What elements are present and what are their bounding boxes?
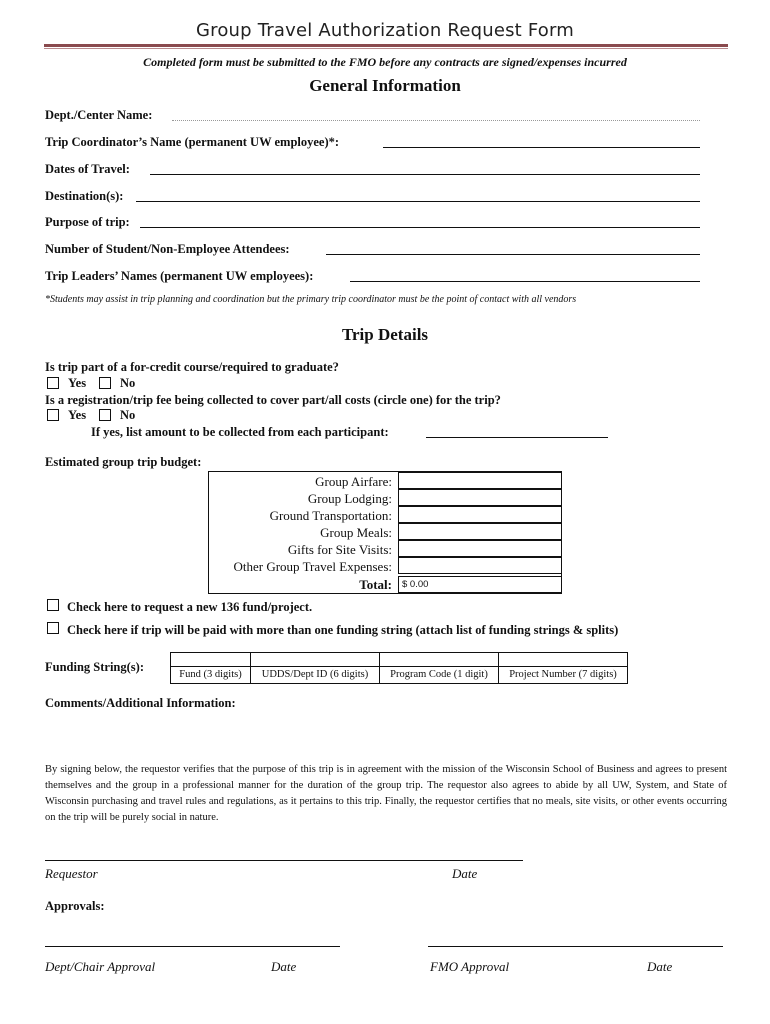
fund-field[interactable] (170, 652, 251, 684)
comments-area[interactable] (45, 714, 727, 754)
requestor-signature-line[interactable] (45, 860, 523, 861)
credit-no-checkbox[interactable] (99, 377, 111, 389)
title-rule (44, 44, 728, 47)
form-title: Group Travel Authorization Request Form (195, 20, 574, 41)
budget-row-label: Group Meals: (320, 525, 392, 540)
form-subtitle: Completed form must be submitted to the FMO before any contracts are signed/expenses incurred (143, 55, 627, 69)
fee-no-checkbox[interactable] (99, 409, 111, 421)
project-number-field[interactable] (498, 652, 628, 684)
udds-field[interactable] (250, 652, 380, 684)
fmo-date-label: Date (647, 959, 673, 974)
transportation-input[interactable] (398, 506, 562, 523)
title-rule-thin (44, 48, 728, 49)
budget-row-label: Ground Transportation: (269, 508, 392, 523)
new-fund-label: Check here to request a new 136 fund/project. (67, 600, 313, 614)
dates-label: Dates of Travel: (45, 162, 130, 176)
attendees-field[interactable] (326, 254, 700, 255)
fmo-signature-line[interactable] (428, 946, 723, 947)
credit-no-label: No (120, 376, 136, 390)
leaders-field[interactable] (350, 281, 700, 282)
project-number-caption: Project Number (7 digits) (499, 666, 627, 683)
multi-funding-label: Check here if trip will be paid with more than one funding string (attach list of funding strings & splits) (67, 623, 619, 637)
budget-row-label: Group Lodging: (307, 491, 392, 506)
coordinator-field[interactable] (383, 147, 700, 148)
dept-chair-signature-line[interactable] (45, 946, 340, 947)
budget-total-label: Total: (359, 577, 392, 592)
program-code-field[interactable] (379, 652, 499, 684)
general-info-heading: General Information (309, 76, 461, 95)
budget-row-label: Group Airfare: (315, 474, 392, 489)
purpose-label: Purpose of trip: (45, 215, 130, 229)
comments-label: Comments/Additional Information: (45, 696, 236, 710)
attendees-label: Number of Student/Non-Employee Attendees: (45, 242, 290, 256)
fmo-label: FMO Approval (430, 959, 510, 974)
leaders-label: Trip Leaders’ Names (permanent UW employees): (45, 269, 314, 283)
trip-details-heading: Trip Details (341, 325, 429, 344)
credit-yes-checkbox[interactable] (47, 377, 59, 389)
credit-question: Is trip part of a for-credit course/required to graduate? (45, 360, 339, 374)
multi-funding-checkbox[interactable] (47, 622, 59, 634)
other-expenses-input[interactable] (398, 557, 562, 574)
purpose-field[interactable] (140, 227, 700, 228)
dept-field[interactable] (172, 120, 700, 121)
dates-field[interactable] (150, 174, 700, 175)
program-code-caption: Program Code (1 digit) (380, 666, 498, 683)
lodging-input[interactable] (398, 489, 562, 506)
airfare-input[interactable] (398, 472, 562, 489)
amount-label: If yes, list amount to be collected from each participant: (91, 425, 389, 439)
requestor-date-label: Date (452, 866, 478, 881)
budget-row-label: Other Group Travel Expenses: (233, 559, 392, 574)
approvals-label: Approvals: (45, 899, 105, 913)
funding-label: Funding String(s): (45, 660, 144, 674)
dept-label: Dept./Center Name: (45, 108, 153, 122)
meals-input[interactable] (398, 523, 562, 540)
requestor-label: Requestor (45, 866, 98, 881)
budget-row-label: Gifts for Site Visits: (287, 542, 392, 557)
fee-yes-checkbox[interactable] (47, 409, 59, 421)
udds-caption: UDDS/Dept ID (6 digits) (251, 666, 379, 683)
amount-field[interactable] (426, 437, 608, 438)
dept-chair-label: Dept/Chair Approval (45, 959, 156, 974)
coordinator-footnote: *Students may assist in trip planning and coordination but the primary trip coordinator must be the point of contact with all vendors (45, 294, 577, 305)
fee-no-label: No (120, 408, 136, 422)
dept-chair-date-label: Date (271, 959, 297, 974)
certification-statement: By signing below, the requestor verifies that the purpose of this trip is in agreement with the mission of the Wisconsin School of Business and agrees to present themselves and the group in a professional manner for the duration of the group trip. The requestor also agrees to abide by all UW, System, and State of Wisconsin purchasing and travel rules and regulations, as it pertains to this trip. Finally, the requestor certifies that no meals, site visits, or other events occurring on the trip will be purely social in nature. (45, 764, 727, 823)
fee-question: Is a registration/trip fee being collected to cover part/all costs (circle one) for the trip? (45, 393, 501, 407)
coordinator-label: Trip Coordinator’s Name (permanent UW employee)*: (45, 135, 340, 149)
destination-label: Destination(s): (45, 189, 124, 203)
new-fund-checkbox[interactable] (47, 599, 59, 611)
gifts-input[interactable] (398, 540, 562, 557)
fee-yes-label: Yes (68, 408, 87, 422)
destination-field[interactable] (136, 201, 700, 202)
credit-yes-label: Yes (68, 376, 87, 390)
budget-label: Estimated group trip budget: (45, 455, 202, 469)
total-value: $ 0.00 (398, 576, 562, 593)
fund-caption: Fund (3 digits) (171, 666, 250, 683)
